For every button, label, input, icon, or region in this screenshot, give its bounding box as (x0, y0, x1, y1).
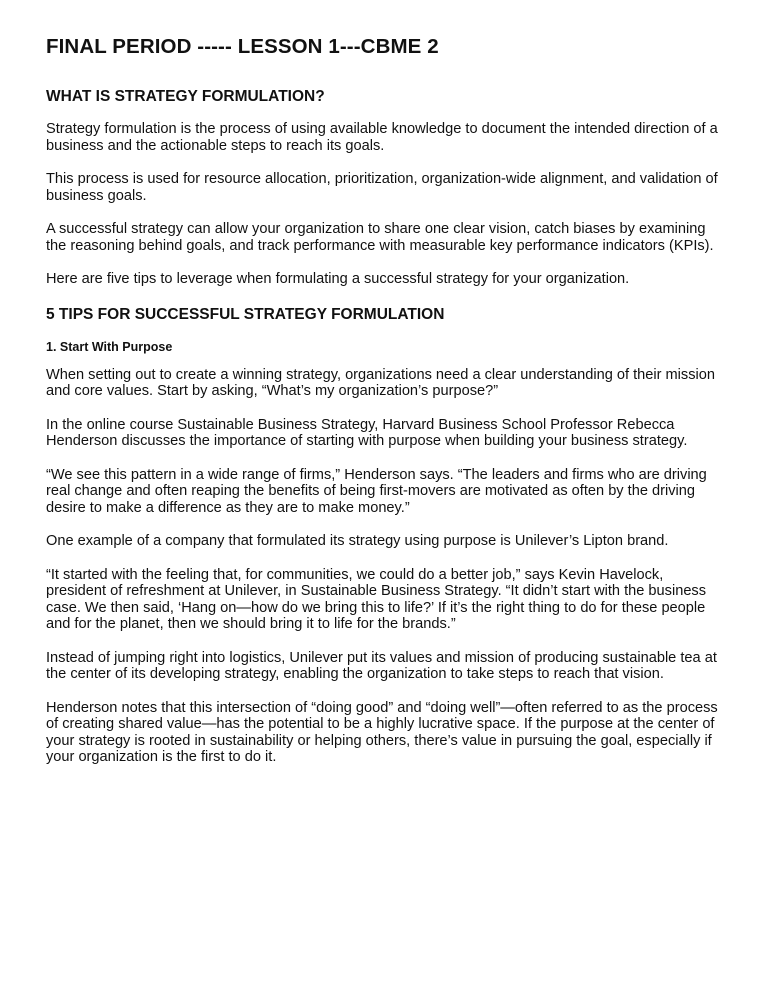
section-heading-five-tips: 5 TIPS FOR SUCCESSFUL STRATEGY FORMULATION (46, 305, 445, 323)
paragraph: “We see this pattern in a wide range of firms,” Henderson says. “The leaders and firms who are driving real change and often reaping the benefits of being first-movers are motivated as often by the driving desire to make a difference as they are to make money.” (46, 466, 707, 516)
paragraph: One example of a company that formulated its strategy using purpose is Unilever’s Lipton brand. (46, 533, 669, 549)
paragraph: Here are five tips to leverage when formulating a successful strategy for your organization. (46, 271, 630, 287)
paragraph: “It started with the feeling that, for communities, we could do a better job,” says Kevin Havelock, president of refreshment at Unilever, in Sustainable Business Strategy. “It didn’t start with the business case. We then said, ‘Hang on—how do we bring this to life?’ If it’s the right thing to do for these people and for the planet, then we should bring it to life for the brands.” (46, 566, 707, 632)
section-heading-strategy-formulation: WHAT IS STRATEGY FORMULATION? (46, 88, 325, 105)
paragraph: In the online course Sustainable Business Strategy, Harvard Business School Professor Rebecca Henderson discusses the importance of starting with purpose when building your business strategy. (46, 416, 688, 449)
paragraph: When setting out to create a winning strategy, organizations need a clear understanding of their mission and core values. Start by asking, “What’s my organization’s purpose?” (46, 366, 715, 399)
document-page (46, 34, 726, 783)
paragraph: Strategy formulation is the process of using available knowledge to document the intended direction of a business and the actionable steps to reach its goals. (46, 121, 718, 154)
paragraph: A successful strategy can allow your organization to share one clear vision, catch biases by examining the reasoning behind goals, and track performance with measurable key performance indicators (KPIs). (46, 221, 714, 254)
subheading-start-with-purpose: 1. Start With Purpose (46, 339, 173, 354)
paragraph: Henderson notes that this intersection of “doing good” and “doing well”—often referred to as the process of creating shared value—has the potential to be a highly lucrative space. If the purpose at the center of your strategy is rooted in sustainability or helping others, there’s value in pursuing the goal, especially if your organization is the first to do it. (46, 699, 718, 765)
paragraph: This process is used for resource allocation, prioritization, organization-wide alignment, and validation of business goals. (46, 171, 718, 204)
document-title: FINAL PERIOD ----- LESSON 1---CBME 2 (46, 35, 439, 58)
paragraph: Instead of jumping right into logistics, Unilever put its values and mission of producing sustainable tea at the center of its developing strategy, enabling the organization to take steps to reach that vision. (46, 649, 717, 682)
